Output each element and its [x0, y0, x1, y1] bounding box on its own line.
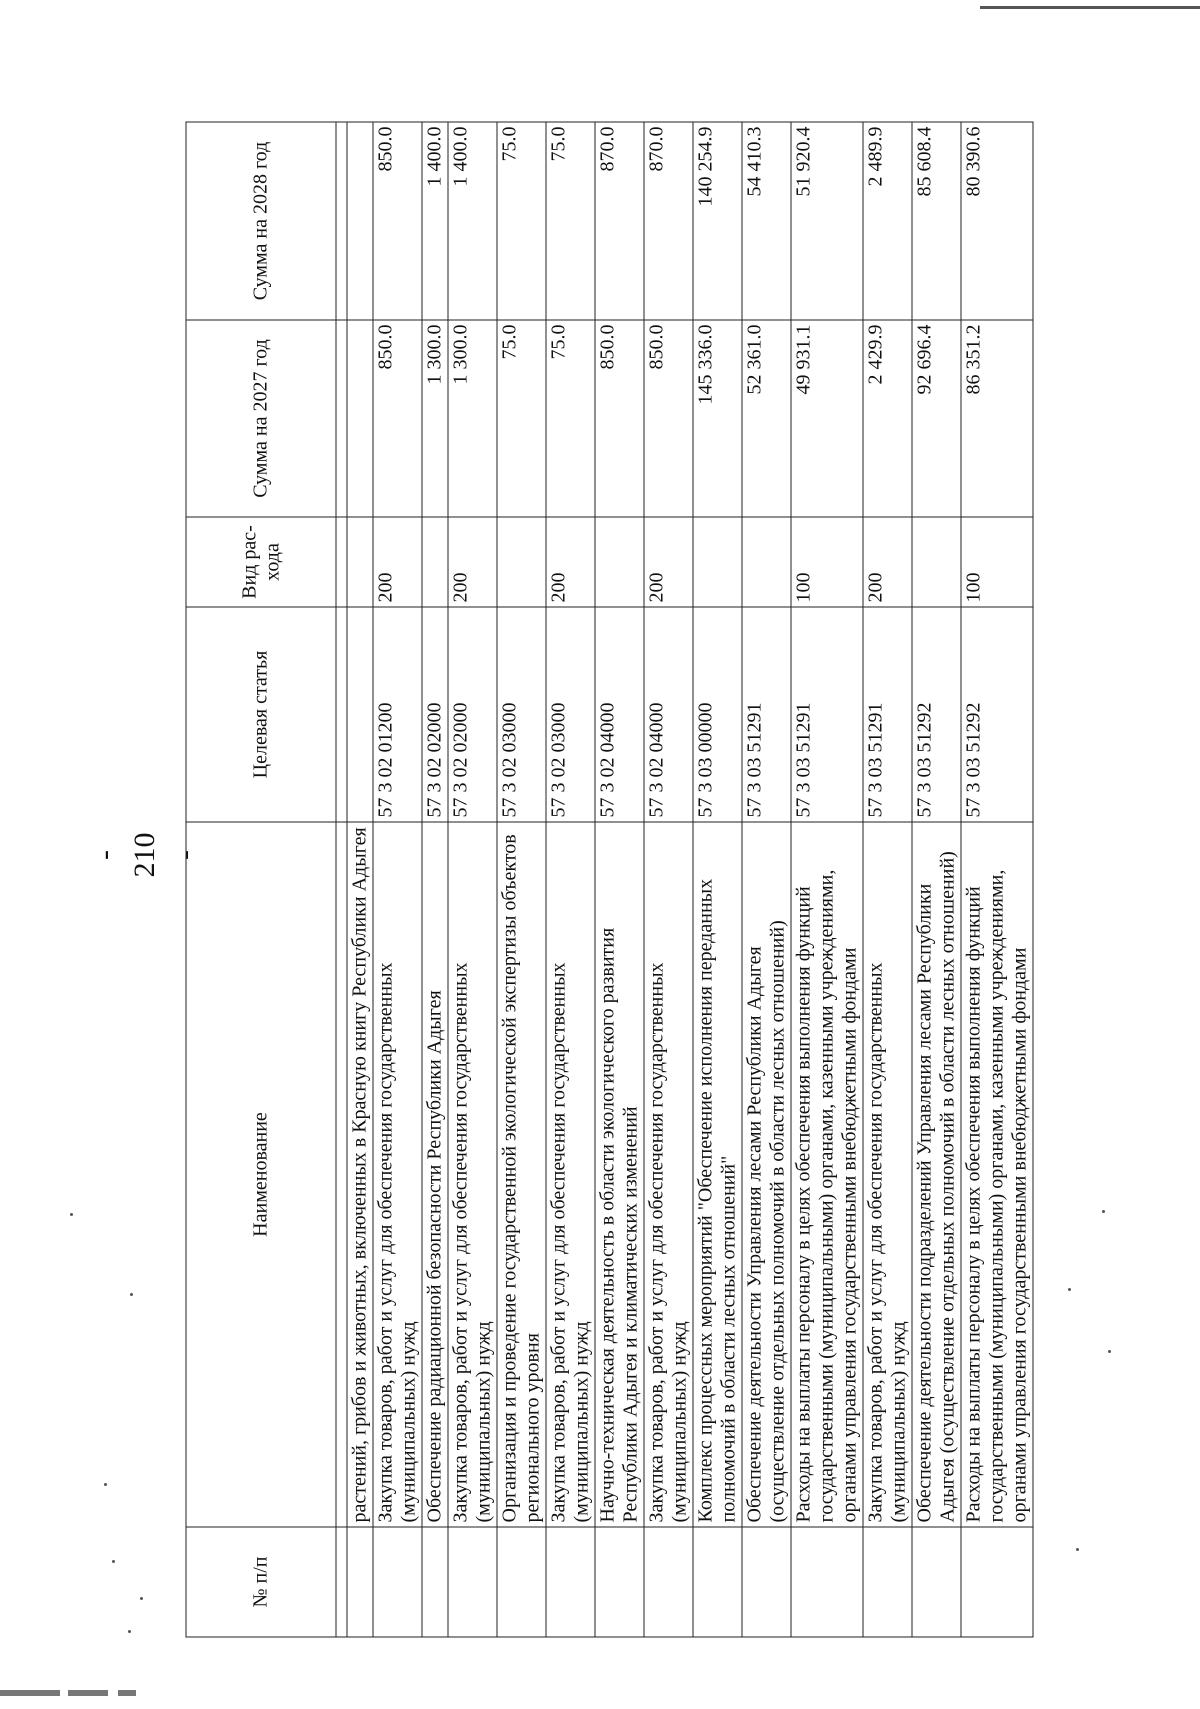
cell-name: Закупка товаров, работ и услуг для обеспечения государственных (муниципальных) нужд — [644, 822, 693, 1527]
table-row — [644, 122, 693, 1637]
cell-kind: 200 — [373, 517, 422, 607]
cell-sum-2028: 1 400.0 — [422, 122, 448, 320]
cell-sum-2028: 870.0 — [595, 122, 644, 320]
cell-sum-2027: 850.0 — [595, 320, 644, 517]
cell-num — [863, 1527, 912, 1637]
cell-target: 57 3 02 02000 — [422, 607, 448, 822]
header-target: Целевая статья — [186, 607, 336, 822]
header-spacer-row — [336, 122, 347, 1637]
cell-num — [961, 1527, 1033, 1637]
cell-kind: 100 — [961, 517, 1033, 607]
table-row — [347, 122, 373, 1637]
cell-sum-2027: 1 300.0 — [448, 320, 497, 517]
cell-sum-2028: 1 400.0 — [448, 122, 497, 320]
table-row — [863, 122, 912, 1637]
header-name: Наименование — [186, 822, 336, 1527]
cell-kind — [497, 517, 546, 607]
cell-sum-2027 — [347, 320, 373, 517]
cell-kind — [595, 517, 644, 607]
header-num: № п/п — [186, 1527, 336, 1637]
cell-sum-2027: 92 696.4 — [912, 320, 961, 517]
header-sum-2028: Сумма на 2028 год — [186, 122, 336, 320]
cell-num — [422, 1527, 448, 1637]
cell-num — [791, 1527, 863, 1637]
cell-sum-2028: 51 920.4 — [791, 122, 863, 320]
table-row — [791, 122, 863, 1637]
cell-sum-2028: 80 390.6 — [961, 122, 1033, 320]
cell-sum-2028: 2 489.9 — [863, 122, 912, 320]
cell-kind: 200 — [546, 517, 595, 607]
cell-kind: 200 — [863, 517, 912, 607]
table-row — [595, 122, 644, 1637]
cell-kind: 200 — [448, 517, 497, 607]
table-row — [546, 122, 595, 1637]
cell-num — [595, 1527, 644, 1637]
cell-name: Закупка товаров, работ и услуг для обеспечения государственных (муниципальных) нужд — [373, 822, 422, 1527]
scan-speck — [1102, 1210, 1105, 1213]
cell-sum-2027: 75.0 — [546, 320, 595, 517]
cell-num — [373, 1527, 422, 1637]
scan-bottom-artifact — [0, 1690, 1200, 1700]
cell-sum-2028 — [347, 122, 373, 320]
cell-num — [742, 1527, 791, 1637]
top-edge-rule — [980, 6, 1200, 9]
table-row — [961, 122, 1033, 1637]
cell-name: Закупка товаров, работ и услуг для обеспечения государственных (муниципальных) нужд — [863, 822, 912, 1527]
rotated-table-wrapper — [185, 123, 1030, 1638]
header-sum-2027: Сумма на 2027 год — [186, 320, 336, 517]
scan-speck — [104, 1483, 107, 1486]
cell-sum-2027: 75.0 — [497, 320, 546, 517]
cell-num — [546, 1527, 595, 1637]
cell-sum-2027: 52 361.0 — [742, 320, 791, 517]
scan-speck — [70, 1213, 73, 1216]
cell-name: Обеспечение деятельности подразделений Управления лесами Республики Адыгея (осуществление отдельных полномочий в области лесных отношений) — [912, 822, 961, 1527]
cell-sum-2027: 86 351.2 — [961, 320, 1033, 517]
cell-name: Расходы на выплаты персоналу в целях обеспечения выполнения функций государственными (муниципальными) органами, казенными учреждениями, органами управления государственными внебюджетными фондами — [791, 822, 863, 1527]
budget-table — [185, 122, 1033, 1638]
cell-name: Закупка товаров, работ и услуг для обеспечения государственных (муниципальных) нужд — [546, 822, 595, 1527]
cell-target: 57 3 03 51292 — [912, 607, 961, 822]
table-row — [693, 122, 742, 1637]
scan-speck — [140, 1597, 143, 1600]
table-row — [448, 122, 497, 1637]
scan-speck — [1068, 1288, 1071, 1291]
page-number: - 210 - — [88, 832, 201, 878]
cell-num — [644, 1527, 693, 1637]
cell-kind: 100 — [791, 517, 863, 607]
cell-target: 57 3 03 51291 — [742, 607, 791, 822]
cell-name: Организация и проведение государственной экологической экспертизы объектов регионального уровня — [497, 822, 546, 1527]
cell-sum-2028: 75.0 — [497, 122, 546, 320]
cell-num — [347, 1527, 373, 1637]
cell-sum-2028: 870.0 — [644, 122, 693, 320]
cell-target: 57 3 03 51291 — [791, 607, 863, 822]
cell-target — [347, 607, 373, 822]
cell-kind: 200 — [644, 517, 693, 607]
cell-sum-2028: 54 410.3 — [742, 122, 791, 320]
cell-target: 57 3 03 51291 — [863, 607, 912, 822]
cell-kind — [422, 517, 448, 607]
cell-sum-2028: 75.0 — [546, 122, 595, 320]
cell-sum-2027: 850.0 — [373, 320, 422, 517]
cell-name: Обеспечение радиационной безопасности Республики Адыгея — [422, 822, 448, 1527]
cell-target: 57 3 02 04000 — [644, 607, 693, 822]
cell-target: 57 3 02 04000 — [595, 607, 644, 822]
cell-sum-2027: 2 429.9 — [863, 320, 912, 517]
cell-name: Закупка товаров, работ и услуг для обеспечения государственных (муниципальных) нужд — [448, 822, 497, 1527]
scan-speck — [1076, 1548, 1079, 1551]
cell-target: 57 3 02 03000 — [546, 607, 595, 822]
cell-sum-2027: 145 336.0 — [693, 320, 742, 517]
cell-sum-2027: 1 300.0 — [422, 320, 448, 517]
cell-num — [693, 1527, 742, 1637]
cell-target: 57 3 02 02000 — [448, 607, 497, 822]
cell-kind — [347, 517, 373, 607]
scan-speck — [112, 1560, 115, 1563]
cell-sum-2027: 49 931.1 — [791, 320, 863, 517]
table-row — [497, 122, 546, 1637]
cell-name: Расходы на выплаты персоналу в целях обеспечения выполнения функций государственными (муниципальными) органами, казенными учреждениями, органами управления государственными внебюджетными фондами — [961, 822, 1033, 1527]
table-row — [373, 122, 422, 1637]
cell-kind — [693, 517, 742, 607]
cell-kind — [742, 517, 791, 607]
scan-speck — [1108, 1350, 1111, 1353]
cell-sum-2028: 850.0 — [373, 122, 422, 320]
cell-sum-2028: 140 254.9 — [693, 122, 742, 320]
table-header-row — [186, 122, 336, 1637]
table-row — [742, 122, 791, 1637]
scan-speck — [130, 1293, 133, 1296]
table-row — [422, 122, 448, 1637]
scan-speck — [128, 1630, 131, 1633]
cell-sum-2028: 85 608.4 — [912, 122, 961, 320]
cell-num — [448, 1527, 497, 1637]
header-kind: Вид рас-хода — [186, 517, 336, 607]
cell-kind — [912, 517, 961, 607]
cell-name: Научно-техническая деятельность в области экологического развития Республики Адыгея и климатических изменений — [595, 822, 644, 1527]
cell-target: 57 3 02 03000 — [497, 607, 546, 822]
cell-num — [912, 1527, 961, 1637]
cell-name: растений, грибов и животных, включенных в Красную книгу Республики Адыгея — [347, 822, 373, 1527]
cell-name: Обеспечение деятельности Управления лесами Республики Адыгея (осуществление отдельных полномочий в области лесных отношений) — [742, 822, 791, 1527]
cell-target: 57 3 03 00000 — [693, 607, 742, 822]
cell-num — [497, 1527, 546, 1637]
cell-target: 57 3 03 51292 — [961, 607, 1033, 822]
cell-name: Комплекс процессных мероприятий "Обеспечение исполнения переданных полномочий в области лесных отношений" — [693, 822, 742, 1527]
cell-sum-2027: 850.0 — [644, 320, 693, 517]
table-row — [912, 122, 961, 1637]
cell-target: 57 3 02 01200 — [373, 607, 422, 822]
